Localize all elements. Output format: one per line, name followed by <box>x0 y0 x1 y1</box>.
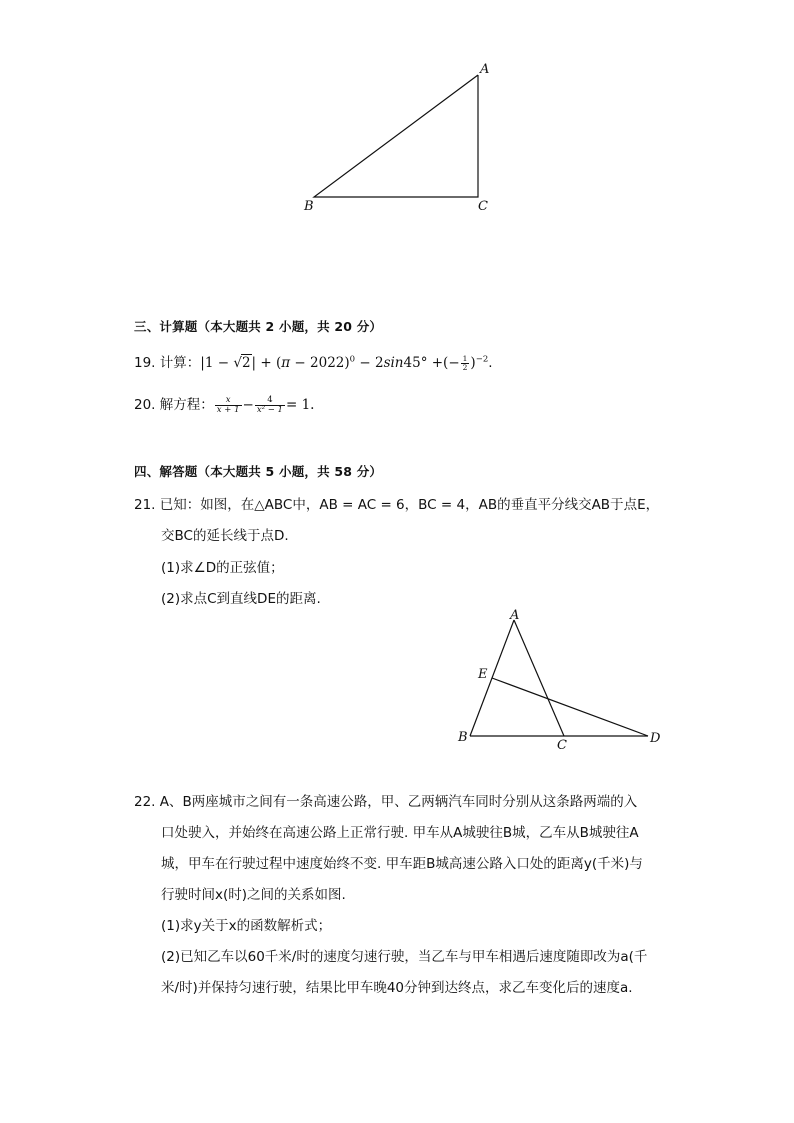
section-title-calculation: 三、计算题（本大题共 2 小题，共 20 分） <box>134 319 383 334</box>
vertex-label-c: C <box>478 199 488 214</box>
expr-abs-close: | + ( <box>251 355 282 371</box>
question-22-part-2a: (2)已知乙车以60千米/时的速度匀速行驶，当乙车与甲车相遇后速度随即改为a(千 <box>161 949 648 965</box>
expr-exp-0: 0 <box>349 354 356 365</box>
expr-pi: π <box>281 355 291 371</box>
question-21-part-1: (1)求∠D的正弦值； <box>161 560 284 576</box>
frac-numerator: x <box>225 394 231 405</box>
expr-minus: − <box>242 397 254 413</box>
section-title-answers: 四、解答题（本大题共 5 小题，共 58 分） <box>134 464 383 479</box>
sqrt-symbol: √ <box>233 355 242 371</box>
isosceles-triangle-figure <box>440 600 680 760</box>
question-21-line-2: 交BC的延长线于点D. <box>161 528 289 544</box>
expr-sin: sin <box>383 355 404 371</box>
triangle-outline <box>314 75 478 197</box>
vertex-label-b: B <box>304 199 314 214</box>
vertex-label-b: B <box>458 730 468 745</box>
fraction-4-over-x2-minus-1 <box>255 396 285 415</box>
expr-deg: 45° +( <box>403 355 449 371</box>
fraction-x-over-x-plus-1 <box>215 396 242 415</box>
sqrt-arg: 2 <box>241 355 251 371</box>
question-22-part-1: (1)求y关于x的函数解析式； <box>161 918 332 934</box>
vertex-label-c: C <box>557 738 567 753</box>
fraction-one-half <box>461 355 470 372</box>
vertex-label-a: A <box>480 62 490 77</box>
expr-equals: = 1. <box>285 397 315 413</box>
point-label-d: D <box>650 731 661 746</box>
question-22-line-4: 行驶时间x(时)之间的关系如图. <box>161 887 346 903</box>
expr-end: . <box>488 355 493 371</box>
question-19 <box>134 351 493 372</box>
question-20 <box>134 393 314 415</box>
expr-minus-2: − 2 <box>355 355 384 371</box>
question-22-line-2: 口处驶入，并始终在高速公路上正常行驶. 甲车从A城驶往B城，乙车从B城驶往A <box>161 825 639 841</box>
segment-ed <box>492 678 648 736</box>
segment-ac <box>514 620 564 736</box>
question-prefix: 计算： <box>159 355 201 371</box>
expr-abs-open: |1 − <box>200 355 234 371</box>
question-text: A、B两座城市之间有一条高速公路，甲、乙两辆汽车同时分别从这条路两端的入 <box>159 794 638 810</box>
question-22-line-1 <box>134 790 637 810</box>
frac-numerator: 1 <box>462 353 468 363</box>
question-number: 21. <box>134 497 156 513</box>
frac-denominator: x + 1 <box>216 404 240 415</box>
question-22-line-3: 城，甲车在行驶过程中速度始终不变. 甲车距B城高速公路入口处的距离y(千米)与 <box>161 856 643 872</box>
frac-denominator: x² − 1 <box>256 404 283 415</box>
question-number: 22. <box>134 794 156 810</box>
question-22-part-2b: 米/时)并保持匀速行驶，结果比甲车晚40分钟到达终点，求乙车变化后的速度a. <box>161 980 633 996</box>
vertex-label-a: A <box>510 608 520 623</box>
question-number: 19. <box>134 355 156 371</box>
point-label-e: E <box>478 667 488 682</box>
frac-numerator: 4 <box>267 394 273 405</box>
question-number: 20. <box>134 397 156 413</box>
expr-close: ) <box>470 355 476 371</box>
right-triangle-figure <box>290 60 510 220</box>
question-21-line-1 <box>134 493 659 513</box>
question-21-part-2: (2)求点C到直线DE的距离. <box>161 591 321 607</box>
expr-exp-neg2: −2 <box>475 354 489 365</box>
expr-neg: − <box>448 355 460 371</box>
question-prefix: 解方程： <box>159 397 214 413</box>
question-text: 已知：如图，在△ABC中，AB = AC = 6，BC = 4，AB的垂直平分线交AB于点E， <box>159 497 660 513</box>
frac-denominator: 2 <box>462 362 468 372</box>
expr-paren: − 2022) <box>290 355 350 371</box>
